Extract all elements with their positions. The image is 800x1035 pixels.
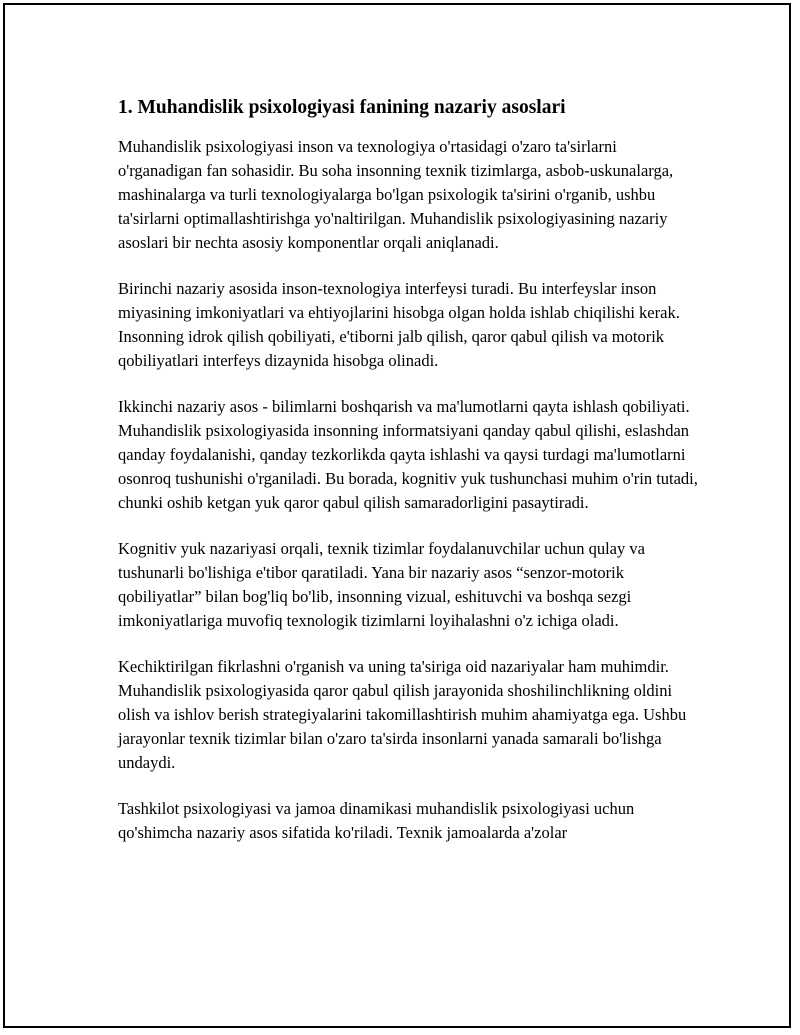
paragraph-delayed-thinking: Kechiktirilgan fikrlashni o'rganish va uning ta'siriga oid nazariyalar ham muhimdir. Muhandislik psixologiyasida qaror qabul qilish jarayonida shoshilinchlikning oldini olish va ishlov berish strategiyalarini takomillashtirish muhim ahamiyatga ega. Ushbu jarayonlar texnik tizimlar bilan o'zaro ta'sirda insonlarni yanada samarali bo'lishga undaydi. bbox=[118, 657, 687, 772]
section-heading: 1. Muhandislik psixologiyasi fanining nazariy asoslari bbox=[118, 97, 566, 118]
paragraph-cognitive-load: Kognitiv yuk nazariyasi orqali, texnik tizimlar foydalanuvchilar uchun qulay va tushunarli bo'lishiga e'tibor qaratiladi. Yana bir nazariy asos “senzor-motorik qobiliyatlar” bilan bog'liq bo'lib, insonning vizual, eshituvchi va boshqa sezgi imkoniyatlariga muvofiq texnologik tizimlarni loyihalashni o'z ichiga oladi. bbox=[118, 539, 645, 630]
document-body bbox=[118, 95, 698, 867]
paragraph-organization: Tashkilot psixologiyasi va jamoa dinamikasi muhandislik psixologiyasi uchun qo'shimcha nazariy asos sifatida ko'riladi. Texnik jamoalarda a'zolar bbox=[118, 799, 635, 842]
paragraph-interface: Birinchi nazariy asosida inson-texnologiya interfeysi turadi. Bu interfeyslar inson miyasining imkoniyatlari va ehtiyojlarini hisobga olgan holda ishlab chiqilishi kerak. Insonning idrok qilish qobiliyati, e'tiborni jalb qilish, qaror qabul qilish va motorik qobiliyatlari interfeys dizaynida hisobga olinadi. bbox=[118, 279, 680, 370]
paragraph-intro: Muhandislik psixologiyasi inson va texnologiya o'rtasidagi o'zaro ta'sirlarni o'rganadigan fan sohasidir. Bu soha insonning texnik tizimlarga, asbob-uskunalarga, mashinalarga va turli texnologiyalarga bo'lgan psixologik ta'sirini o'rganib, ushbu ta'sirlarni optimallashtirishga yo'naltirilgan. Muhandislik psixologiyasining nazariy asoslari bir nechta asosiy komponentlar orqali aniqlanadi. bbox=[118, 137, 674, 252]
paragraph-knowledge: Ikkinchi nazariy asos - bilimlarni boshqarish va ma'lumotlarni qayta ishlash qobiliyati. Muhandislik psixologiyasida insonning informatsiyani qanday qabul qilishi, eslashdan qanday foydalanishi, qanday tezkorlikda qayta ishlashi va qaysi turdagi ma'lumotlarni osonroq tushunishi o'rganiladi. Bu borada, kognitiv yuk tushunchasi muhim o'rin tutadi, chunki oshib ketgan yuk qaror qabul qilish samaradorligini pasaytiradi. bbox=[118, 397, 698, 512]
